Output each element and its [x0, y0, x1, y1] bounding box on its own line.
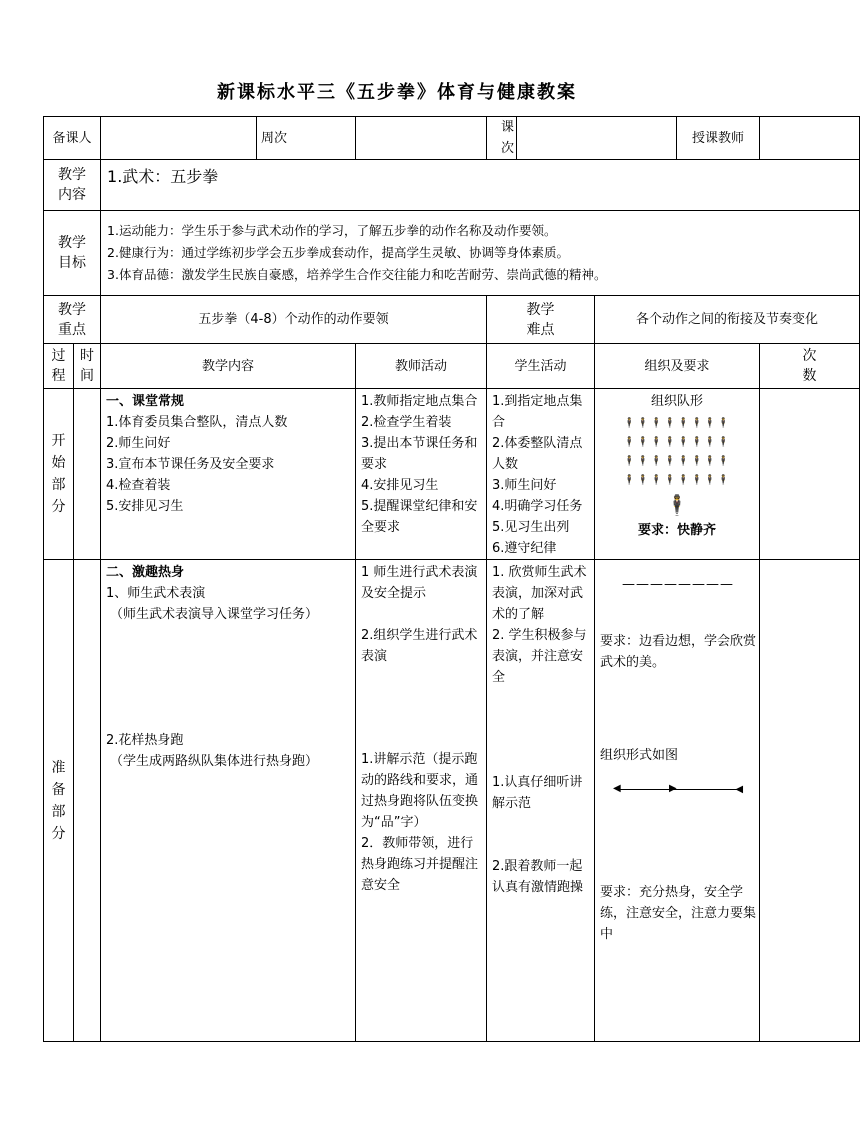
column-teacher: 教师活动	[356, 344, 487, 389]
start-teacher-activity: 1.教师指定地点集合 2.检查学生着装 3.提出本节课任务和要求 4.安排见习生 5.提醒课堂纪律和安全要求	[356, 389, 487, 560]
content-label: 教学 内容	[44, 160, 101, 211]
arrow-right-icon: ▶	[669, 783, 677, 794]
start-time	[74, 389, 101, 560]
arrow-left-icon: ◀	[735, 784, 744, 795]
prep-teacher-activity: 1 师生进行武术表演及安全提示 2.组织学生进行武术表演 1.讲解示范（提示跑动的路线和要求，通过热身跑将队伍变换为“品”字） 2．教师带领，进行热身跑练习并提醒注意安全	[356, 560, 487, 1042]
dashed-line: ————————	[622, 577, 735, 592]
stage-prep: 准 备 部 分	[44, 560, 74, 1042]
formation-row: 🕴🕴🕴🕴🕴🕴🕴🕴	[623, 475, 731, 486]
start-student-activity: 1.到指定地点集合 2.体委整队清点人数 3.师生问好 4.明确学习任务 5.见习生出列 6.遵守纪律	[487, 389, 595, 560]
goals-list	[101, 211, 860, 296]
stage-start: 开 始 部 分	[44, 389, 74, 560]
formation-caption: 组织形式如图	[600, 748, 679, 763]
formation-row: 🕴🕴🕴🕴🕴🕴🕴🕴	[623, 418, 731, 429]
start-requirement: 要求：快静齐	[638, 523, 717, 538]
keypoints-label: 教学 重点	[44, 296, 101, 344]
column-student: 学生活动	[487, 344, 595, 389]
lesson-plan-table	[43, 116, 860, 1042]
preparer-label: 备课人	[44, 117, 101, 160]
formation-row: 🕴🕴🕴🕴🕴🕴🕴🕴	[623, 456, 731, 467]
run-route-diagram	[613, 782, 743, 796]
start-organization: 组织队形 🕴🕴🕴🕴🕴🕴🕴🕴 🕴🕴🕴🕴🕴🕴🕴🕴 🕴🕴🕴🕴🕴🕴🕴🕴 🕴🕴🕴🕴🕴🕴🕴🕴 🕴 要求：快静齐	[595, 389, 760, 560]
teacher-position-icon: 🕴	[664, 493, 690, 517]
week-value	[356, 117, 487, 160]
column-count: 次 数	[760, 344, 860, 389]
prep-requirement-2: 要求：充分热身，安全学练，注意安全，注意力要集中	[600, 885, 757, 942]
goal-item: 2.健康行为：通过学练初步学会五步拳成套动作，提高学生灵敏、协调等身体素质。	[107, 245, 569, 260]
content-value: 1.武术：五步拳	[101, 160, 860, 211]
goals-label: 教学 目标	[44, 211, 101, 296]
instructor-label: 授课教师	[677, 117, 760, 160]
difficulty-value: 各个动作之间的衔接及节奏变化	[595, 296, 860, 344]
prep-content: 二、激趣热身 1、师生武术表演 （师生武术表演导入课堂学习任务） 2.花样热身跑 （学生成两路纵队集体进行热身跑）	[101, 560, 356, 1042]
formation-row: 🕴🕴🕴🕴🕴🕴🕴🕴	[623, 437, 731, 448]
lesson-label: 课次	[487, 117, 517, 160]
column-content: 教学内容	[101, 344, 356, 389]
difficulty-label: 教学 难点	[487, 296, 595, 344]
start-count	[760, 389, 860, 560]
column-time: 时 间	[74, 344, 101, 389]
column-organization: 组织及要求	[595, 344, 760, 389]
preparer-value	[101, 117, 257, 160]
page-title: 新课标水平三《五步拳》体育与健康教案	[217, 82, 577, 103]
instructor-value	[760, 117, 860, 160]
keypoints-value: 五步拳（4-8）个动作的动作要领	[101, 296, 487, 344]
goal-item: 1.运动能力：学生乐于参与武术动作的学习，了解五步拳的动作名称及动作要领。	[107, 223, 557, 238]
column-process: 过 程	[44, 344, 74, 389]
arrow-left-icon: ◀	[613, 783, 621, 794]
goal-item: 3.体育品德：激发学生民族自豪感，培养学生合作交往能力和吃苦耐劳、崇尚武德的精神。	[107, 267, 607, 282]
prep-count	[760, 560, 860, 1042]
prep-student-activity: 1. 欣赏师生武术表演，加深对武术的了解 2. 学生积极参与表演，并注意安全 1.认真仔细听讲解示范 2.跟着教师一起认真有激情跑操	[487, 560, 595, 1042]
week-label: 周次	[257, 117, 356, 160]
prep-organization	[595, 560, 760, 1042]
start-content: 一、课堂常规 1.体育委员集合整队，清点人数 2.师生问好 3.宣布本节课任务及安全要求 4.检查着装 5.安排见习生	[101, 389, 356, 560]
lesson-value	[517, 117, 677, 160]
prep-time	[74, 560, 101, 1042]
prep-requirement-1: 要求：边看边想，学会欣赏武术的美。	[600, 634, 757, 670]
